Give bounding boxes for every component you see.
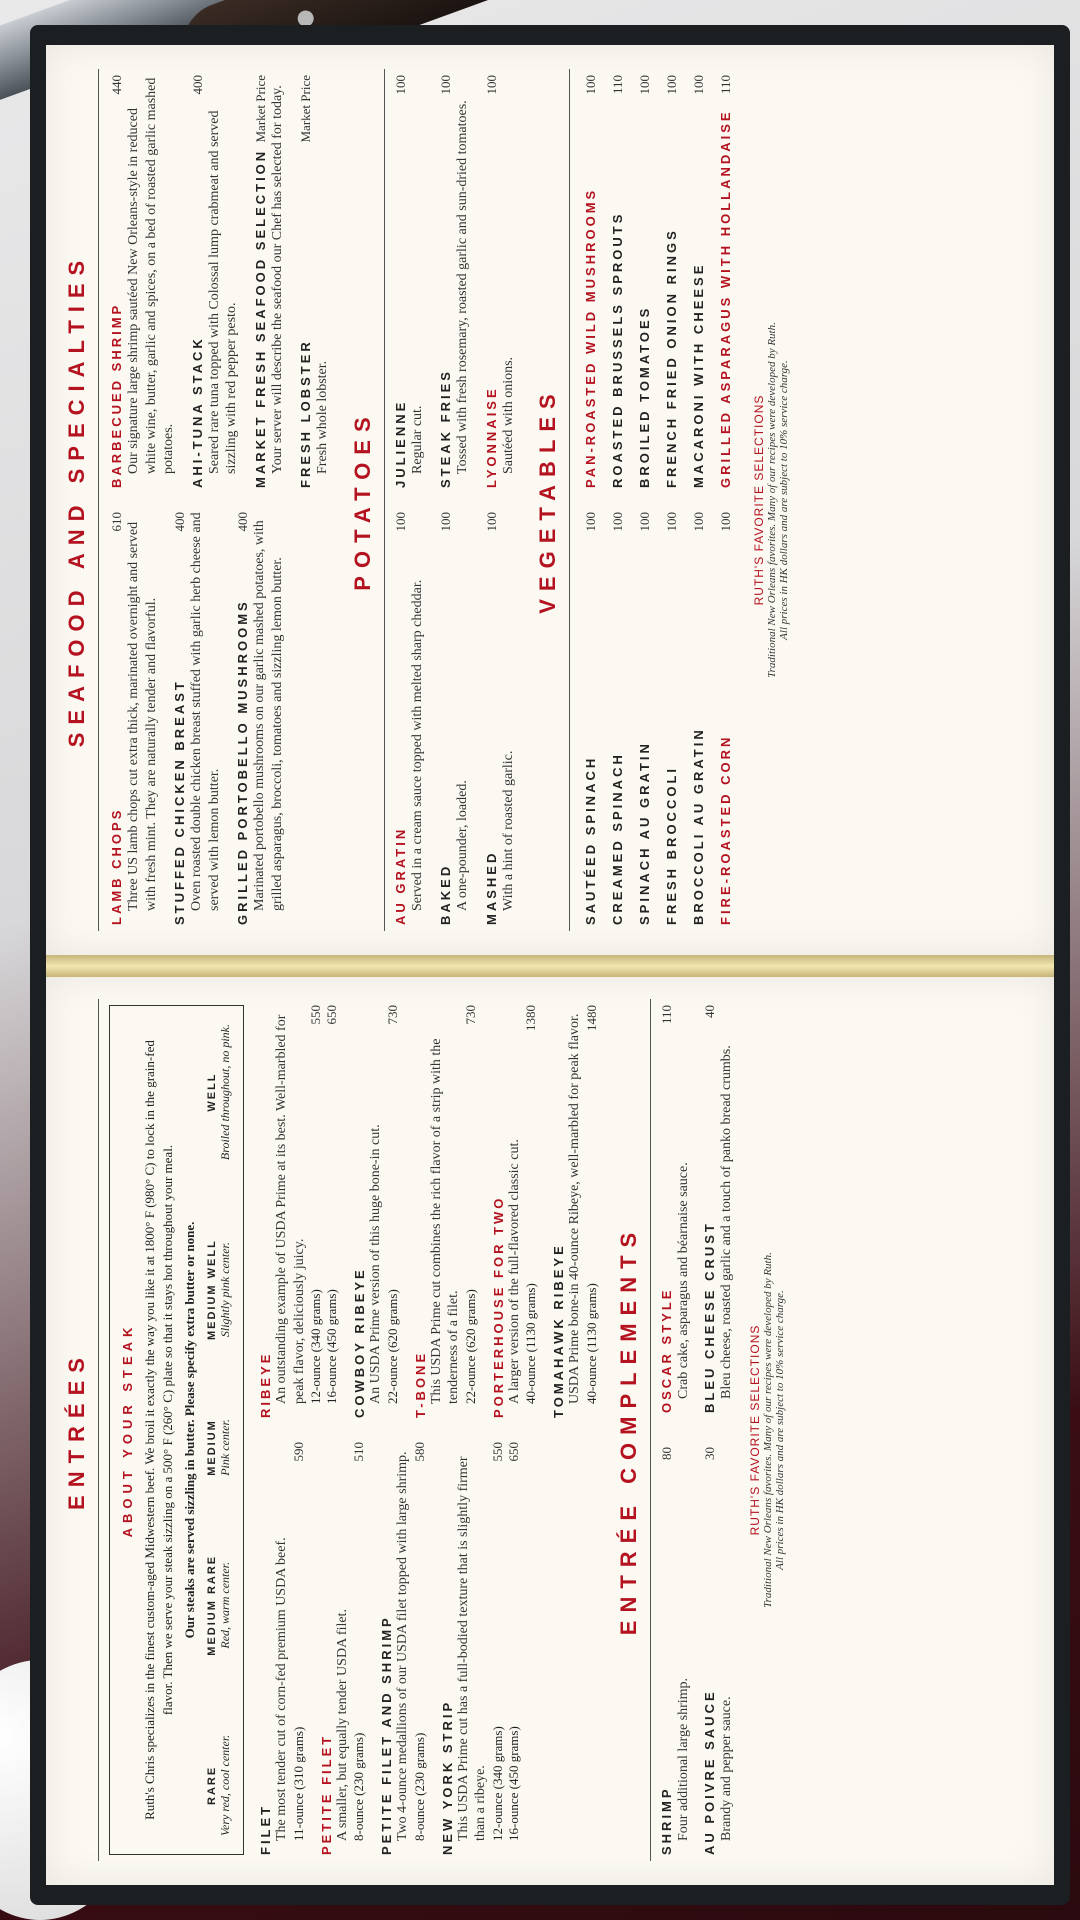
item-desc: Seared rare tuna topped with Colossal lump crabmeat and served sizzling with red pepper pesto. — [206, 110, 239, 474]
item-desc: A larger version of the full-flavored classic cut. — [506, 1139, 522, 1404]
item-desc: This USDA Prime cut combines the rich flavor of a strip with the tenderness of a filet. — [428, 1038, 462, 1404]
vegetable-item — [632, 75, 659, 488]
item-price: 1480 — [583, 1005, 599, 1031]
item-name: FRESH BROCCOLI — [664, 766, 679, 925]
vegetable-item — [659, 75, 686, 488]
size-label: 8-ounce (230 grams) — [411, 1732, 427, 1841]
menu-item — [484, 75, 518, 488]
doneness-desc: Slightly pink center. — [218, 1242, 233, 1338]
item-desc: Three US lamb chops cut extra thick, marinated overnight and served with fresh mint. They are naturally tender and flavorful. — [126, 521, 159, 911]
item-price: 1380 — [523, 1005, 539, 1031]
size-row — [351, 1442, 367, 1841]
size-label: 12-ounce (340 grams) — [308, 1289, 324, 1404]
about-title: ABOUT YOUR STEAK — [120, 1322, 135, 1538]
item-header — [702, 1005, 718, 1413]
item-name: BARBECUED SHRIMP — [109, 302, 124, 488]
item-header — [484, 512, 500, 925]
footer-note: Traditional New Orleans favorites. Many of our recipes were developed by Ruth. — [766, 322, 778, 678]
item-price: 100 — [483, 512, 499, 532]
item-price: 30 — [702, 1447, 718, 1460]
size-row — [291, 1442, 307, 1841]
item-price: Market Price — [298, 75, 313, 143]
item-header — [298, 75, 314, 488]
item-name: BAKED — [438, 863, 453, 925]
item-name: MASHED — [483, 850, 499, 925]
size-row — [490, 1442, 506, 1841]
item-name: PAN-ROASTED WILD MUSHROOMS — [583, 187, 598, 488]
item-header — [109, 75, 125, 488]
vegetable-item — [686, 512, 713, 925]
item-name: T-BONE — [412, 1350, 428, 1418]
menu-spine — [46, 955, 1054, 977]
item-header — [109, 512, 125, 925]
item-desc: An outstanding example of USDA Prime at its best. Well-marbled for peak flavor, deliciously juicy. — [274, 1014, 307, 1404]
menu-item — [393, 75, 427, 488]
doneness-name: MEDIUM WELL — [206, 1239, 219, 1341]
item-price: 730 — [384, 1005, 400, 1025]
item-desc: With a hint of roasted garlic. — [500, 750, 516, 911]
menu-spread — [30, 25, 1070, 1905]
doneness-name: MEDIUM — [206, 1419, 219, 1476]
item-price: 110 — [610, 75, 625, 95]
item-name: BROCCOLI AU GRATIN — [691, 727, 706, 925]
complements-list — [659, 975, 736, 1885]
complements-title: ENTRÉE COMPLEMENTS — [615, 1224, 641, 1636]
item-header — [659, 1447, 675, 1855]
item-name: BROILED TOMATOES — [637, 305, 652, 488]
item-name: GRILLED PORTOBELLO MUSHROOMS — [235, 599, 250, 925]
item-desc: Your server will describe the seafood our Chef has selected for today. — [269, 85, 285, 474]
size-row — [506, 1442, 522, 1841]
doneness-item — [206, 1239, 233, 1340]
divider — [384, 69, 385, 931]
steak-column-left — [258, 1442, 612, 1855]
seafood-columns — [109, 75, 344, 925]
item-price: 400 — [189, 75, 205, 95]
item-price: 100 — [664, 75, 679, 95]
doneness-item — [206, 1735, 233, 1836]
item-desc: Regular cut. — [409, 405, 425, 474]
menu-item — [319, 1442, 368, 1855]
vegetables-title: VEGETABLES — [535, 386, 560, 614]
item-name: PETITE FILET — [318, 1733, 334, 1855]
potatoes-columns — [393, 75, 530, 925]
size-label: 40-ounce (1130 grams) — [523, 1283, 539, 1404]
item-price: 730 — [462, 1005, 478, 1025]
about-text: Ruth's Chris specializes in the finest custom-aged Midwestern beef. We broil it exactly the way you like it at 1800° F (980° C) to lock in the grain-fed flavor. Then we serve your steak sizzling on a 500° F (260° C) plate so that it stays hot throughout your meal. — [142, 1040, 175, 1820]
footer — [752, 45, 790, 955]
vegetables-grid — [578, 75, 740, 925]
item-desc: The most tender cut of corn-fed premium USDA beef. — [274, 1537, 290, 1841]
doneness-name: RARE — [206, 1765, 219, 1805]
doneness-desc: Red, warm center. — [218, 1561, 233, 1649]
footer-note: All prices in HK dollars and are subject to 10% service charge. — [778, 360, 790, 640]
item-name: RIBEYE — [258, 1351, 274, 1418]
item-price: 100 — [583, 75, 598, 95]
item-desc: Crab cake, asparagus and béarnaise sauce. — [675, 1162, 691, 1399]
item-name: BLEU CHEESE CRUST — [702, 1221, 718, 1413]
item-desc: USDA Prime bone-in 40-ounce Ribeye, well-marbled for peak flavor. — [567, 1013, 583, 1404]
item-header — [659, 1005, 675, 1413]
entrees-page — [46, 975, 1054, 1885]
size-label: 11-ounce (310 grams) — [290, 1726, 306, 1841]
vegetable-item — [713, 512, 740, 925]
item-name: MARKET FRESH SEAFOOD SELECTION — [252, 148, 268, 488]
size-label: 12-ounce (340 grams) — [489, 1726, 505, 1841]
item-name: AU POIVRE SAUCE — [702, 1689, 718, 1855]
menu-item — [253, 75, 287, 488]
item-price: 100 — [438, 512, 453, 532]
item-price: 40 — [702, 1005, 718, 1018]
item-desc: This USDA Prime cut has a full-bodied texture that is slightly firmer than a ribeye. — [455, 1456, 489, 1841]
size-row — [308, 1005, 324, 1404]
item-desc: Our signature large shrimp sautéed New Orleans-style in reduced white wine, butter, garlic and spices, on a bed of roasted garlic mashed potatoes. — [126, 77, 176, 474]
divider — [98, 999, 99, 1861]
steak-column-right — [258, 1005, 612, 1418]
item-desc: Two 4-ounce medallions of our USDA filet topped with large shrimp. — [395, 1451, 411, 1841]
item-price: 650 — [324, 1005, 340, 1025]
item-price: 100 — [637, 512, 652, 532]
item-price: 510 — [351, 1442, 367, 1462]
item-desc: Sautéed with onions. — [500, 356, 516, 474]
item-price: 550 — [308, 1005, 324, 1025]
item-name: JULIENNE — [392, 399, 408, 488]
item-name: MACARONI WITH CHEESE — [691, 262, 706, 488]
item-price: 100 — [718, 512, 733, 532]
menu-item — [484, 512, 518, 925]
item-header — [484, 75, 500, 488]
vegetable-item — [713, 75, 740, 488]
doneness-desc: Pink center. — [218, 1419, 233, 1476]
divider — [98, 69, 99, 931]
item-name: NEW YORK STRIP — [439, 1699, 455, 1855]
item-name: CREAMED SPINACH — [610, 752, 625, 925]
item-desc: Marinated portobello mushrooms on our garlic mashed potatoes, with grilled asparagus, broccoli, tomatoes and sizzling lemon butter. — [252, 520, 285, 911]
item-header — [393, 75, 409, 488]
item-header — [235, 512, 251, 925]
item-price: 400 — [172, 512, 187, 532]
vegetable-item — [578, 512, 605, 925]
potatoes-column-right — [393, 75, 530, 488]
item-price: 100 — [610, 512, 625, 532]
menu-item — [393, 512, 427, 925]
steak-columns — [258, 1005, 612, 1855]
item-name: TOMAHAWK RIBEYE — [551, 1243, 567, 1418]
item-name: COWBOY RIBEYE — [352, 1267, 368, 1418]
size-label: 16-ounce (450 grams) — [505, 1726, 521, 1841]
item-price: 100 — [637, 75, 652, 95]
doneness-name: MEDIUM RARE — [206, 1554, 219, 1656]
size-row — [523, 1005, 539, 1404]
item-name: FIRE-ROASTED CORN — [718, 734, 733, 925]
menu-item — [258, 1005, 340, 1418]
item-header — [438, 75, 454, 488]
item-price: Market Price — [252, 75, 268, 143]
complement-item — [659, 1005, 693, 1413]
item-price: 100 — [664, 512, 679, 532]
menu-item — [438, 75, 472, 488]
complement-row — [659, 1005, 693, 1855]
item-name: ROASTED BRUSSELS SPROUTS — [610, 211, 625, 488]
item-header — [172, 512, 188, 925]
divider — [650, 999, 651, 1861]
size-row — [324, 1005, 340, 1404]
item-name: OSCAR STYLE — [658, 1287, 674, 1413]
size-row — [463, 1005, 479, 1404]
item-name: LYONNAISE — [483, 386, 499, 488]
item-name: AHI-TUNA STACK — [189, 336, 205, 488]
item-price: 100 — [392, 512, 408, 532]
item-price: 80 — [658, 1447, 674, 1460]
item-desc: A smaller, but equally tender USDA filet. — [334, 1609, 350, 1841]
menu-item — [438, 512, 472, 925]
menu-item — [258, 1442, 307, 1855]
footer-note: All prices in HK dollars and are subject to 10% service charge. — [773, 1290, 786, 1570]
doneness-item — [206, 1419, 233, 1476]
item-desc: Fresh whole lobster. — [315, 360, 330, 474]
item-desc: Oven roasted double chicken breast stuffed with garlic herb cheese and served with lemon butter. — [189, 512, 222, 911]
item-name: PETITE FILET AND SHRIMP — [379, 1615, 395, 1855]
seafood-title: SEAFOOD AND SPECIALTIES — [64, 252, 89, 748]
footer-note: Traditional New Orleans favorites. Many of our recipes were developed by Ruth. — [761, 1252, 774, 1608]
item-header — [393, 512, 409, 925]
item-desc: Brandy and pepper sauce. — [719, 1696, 735, 1841]
size-label: 22-ounce (620 grams) — [384, 1289, 400, 1404]
vegetable-item — [632, 512, 659, 925]
item-desc: Tossed with fresh rosemary, roasted garlic and sun-dried tomatoes. — [455, 100, 470, 474]
menu-item — [298, 75, 332, 488]
size-row — [412, 1442, 428, 1841]
item-price: 580 — [411, 1442, 427, 1462]
item-name: FRENCH FRIED ONION RINGS — [664, 228, 679, 488]
item-name: FILET — [258, 1803, 274, 1855]
divider — [569, 69, 570, 931]
menu-item — [190, 75, 241, 488]
item-price: 100 — [691, 512, 706, 532]
item-desc: Four additional large shrimp. — [675, 1677, 691, 1841]
menu-item — [440, 1442, 522, 1855]
doneness-name: WELL — [206, 1072, 219, 1112]
item-price: 610 — [109, 512, 124, 532]
size-label: 8-ounce (230 grams) — [351, 1732, 367, 1841]
menu-item — [551, 1005, 600, 1418]
item-name: AU GRATIN — [392, 826, 408, 925]
entrees-title: ENTRÉES — [64, 1350, 89, 1510]
item-price: 100 — [483, 75, 499, 95]
vegetables-column-right — [578, 75, 740, 488]
doneness-item — [206, 1024, 233, 1160]
item-header — [438, 512, 454, 925]
item-name: STUFFED CHICKEN BREAST — [172, 679, 187, 925]
about-steak-box — [109, 1005, 244, 1855]
menu-item — [109, 512, 160, 925]
about-butter-note: Our steaks are served sizzling in butter. Please specify extra butter or none. — [182, 1221, 198, 1639]
item-price: 100 — [392, 75, 408, 95]
menu-item — [491, 1005, 540, 1418]
complement-row — [702, 1005, 736, 1855]
doneness-desc: Broiled throughout, no pink. — [218, 1024, 233, 1161]
item-desc: An USDA Prime version of this huge bone-in cut. — [368, 1124, 384, 1404]
menu-item — [235, 512, 286, 925]
size-row — [385, 1005, 401, 1404]
size-label: 16-ounce (450 grams) — [324, 1289, 340, 1404]
item-price: 440 — [109, 75, 124, 95]
size-label: 40-ounce (1130 grams) — [583, 1283, 599, 1404]
item-price: 550 — [489, 1442, 505, 1462]
vegetable-item — [605, 512, 632, 925]
doneness-desc: Very red, cool center. — [218, 1734, 233, 1836]
item-desc: A one-pounder, loaded. — [455, 780, 470, 911]
item-name: SHRIMP — [658, 1786, 674, 1855]
vegetable-item — [686, 75, 713, 488]
item-price: 590 — [290, 1442, 306, 1462]
footer-title: RUTH'S FAVORITE SELECTIONS — [747, 1324, 762, 1536]
item-name: STEAK FRIES — [438, 369, 453, 488]
item-price: 110 — [658, 1005, 674, 1025]
item-price: 100 — [691, 75, 706, 95]
doneness-item — [206, 1555, 233, 1656]
complement-item — [702, 1447, 736, 1855]
vegetable-item — [605, 75, 632, 488]
seafood-column-left — [109, 512, 344, 925]
item-desc: Bleu cheese, roasted garlic and a touch of panko bread crumbs. — [719, 1045, 735, 1399]
item-price: 100 — [583, 512, 598, 532]
item-header — [253, 75, 269, 488]
item-name: SPINACH AU GRATIN — [637, 741, 652, 925]
potatoes-title: POTATOES — [349, 409, 375, 591]
item-name: PORTERHOUSE FOR TWO — [490, 1195, 506, 1418]
vegetables-column-left — [578, 512, 740, 925]
complement-item — [702, 1005, 736, 1413]
item-price: 100 — [438, 75, 453, 95]
item-header — [702, 1447, 718, 1855]
size-label: 22-ounce (620 grams) — [462, 1289, 478, 1404]
menu-item — [352, 1005, 401, 1418]
item-name: LAMB CHOPS — [109, 807, 124, 925]
item-price: 650 — [505, 1442, 521, 1462]
footer-title: RUTH'S FAVORITE SELECTIONS — [752, 394, 766, 606]
item-price: 110 — [718, 75, 733, 95]
item-price: 400 — [235, 512, 250, 532]
complement-item — [659, 1447, 693, 1855]
menu-item — [413, 1005, 479, 1418]
vegetable-item — [659, 512, 686, 925]
seafood-page — [46, 45, 1054, 955]
item-name: FRESH LOBSTER — [298, 339, 313, 488]
item-name: SAUTÉED SPINACH — [583, 755, 598, 925]
doneness-row — [206, 1024, 233, 1836]
menu-item — [379, 1442, 428, 1855]
item-name: GRILLED ASPARAGUS WITH HOLLANDAISE — [718, 109, 733, 488]
item-header — [190, 75, 206, 488]
vegetable-item — [578, 75, 605, 488]
size-row — [584, 1005, 600, 1404]
footer — [748, 975, 786, 1885]
seafood-column-right — [109, 75, 344, 488]
potatoes-column-left — [393, 512, 530, 925]
menu-item — [172, 512, 223, 925]
menu-item — [109, 75, 178, 488]
item-desc: Served in a cream sauce topped with melted sharp cheddar. — [409, 579, 425, 911]
